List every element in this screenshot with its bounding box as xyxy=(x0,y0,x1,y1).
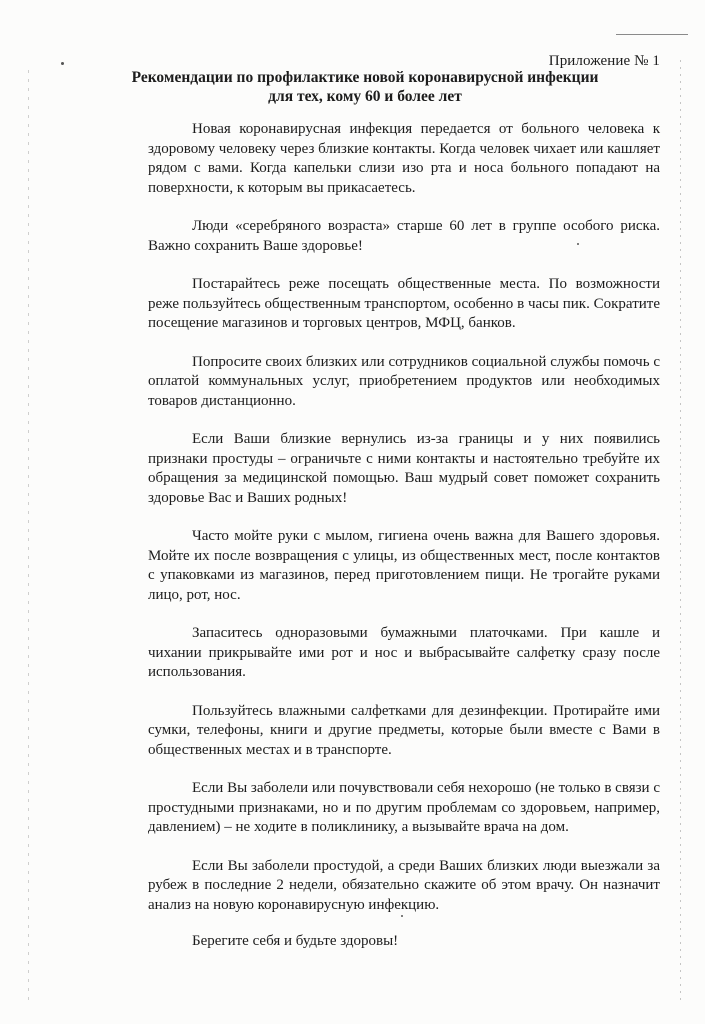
scan-edge-right xyxy=(680,60,681,1000)
paragraph-wipes: Пользуйтесь влажными салфетками для дезинфекции. Протирайте ими сумки, телефоны, книги и другие предметы, которые были вместе с Вами в общественных местах и в транспорте. xyxy=(148,702,660,758)
paragraph-tissues: Запаситесь одноразовыми бумажными платочками. При кашле и чихании прикрывайте ими рот и нос и выбрасывайте салфетку сразу после использования. xyxy=(148,625,660,680)
appendix-label: Приложение № 1 xyxy=(548,53,660,69)
scan-edge-left xyxy=(28,70,29,1000)
scan-speck xyxy=(577,243,579,245)
title-line-1: Рекомендации по профилактике новой коронавирусной инфекции xyxy=(131,69,599,86)
scan-speck xyxy=(61,62,64,65)
document-title xyxy=(130,68,600,106)
paragraph-testing: Если Вы заболели простудой, а среди Ваших близких люди выезжали за рубеж в последние 2 недели, обязательно скажите об этом врачу. Он назначит анализ на новую коронавирусную инфекцию. xyxy=(148,857,660,913)
paragraph-transmission: Новая коронавирусная инфекция передается от больного человека к здоровому человеку через близкие контакты. Когда человек чихает или кашляет рядом с вами. Когда капельки слизи изо рта и носа больного попадают на поверхности, к которым вы прикасаетесь. xyxy=(148,121,660,196)
scan-speck xyxy=(401,915,403,917)
paragraph-travelers: Если Ваши близкие вернулись из-за границы и у них появились признаки простуды – ограничьте с ними контакты и настоятельно требуйте их обращения за медицинской помощью. Ваш мудрый совет поможет сохранить здоровье Вас и Ваших родных! xyxy=(148,431,660,506)
paragraph-risk-group: Люди «серебряного возраста» старше 60 лет в группе особого риска. Важно сохранить Ваше здоровье! xyxy=(148,218,660,254)
paragraph-call-doctor: Если Вы заболели или почувствовали себя нехорошо (не только в связи с простудными признаками, но и по другим проблемам со здоровьем, например, давлением) – не ходите в поликлинику, а вызывайте врача на дом. xyxy=(148,780,660,835)
closing-line: Берегите себя и будьте здоровы! xyxy=(192,933,399,949)
paragraph-public-places: Постарайтесь реже посещать общественные места. По возможности реже пользуйтесь общественным транспортом, особенно в часы пик. Сократите посещение магазинов и торговых центров, МФЦ, банков. xyxy=(148,276,660,331)
paragraph-hand-washing: Часто мойте руки с мылом, гигиена очень важна для Вашего здоровья. Мойте их после возвращения с улицы, из общественных мест, после контактов с упаковками из магазинов, перед приготовлением пищи. Не трогайте руками лицо, рот, нос. xyxy=(148,528,660,603)
document-body xyxy=(148,120,660,952)
paragraph-remote-help: Попросите своих близких или сотрудников социальной службы помочь с оплатой коммунальных услуг, приобретением продуктов или необходимых товаров дистанционно. xyxy=(148,353,660,409)
title-line-2: для тех, кому 60 и более лет xyxy=(268,88,462,105)
top-rule xyxy=(616,34,688,35)
